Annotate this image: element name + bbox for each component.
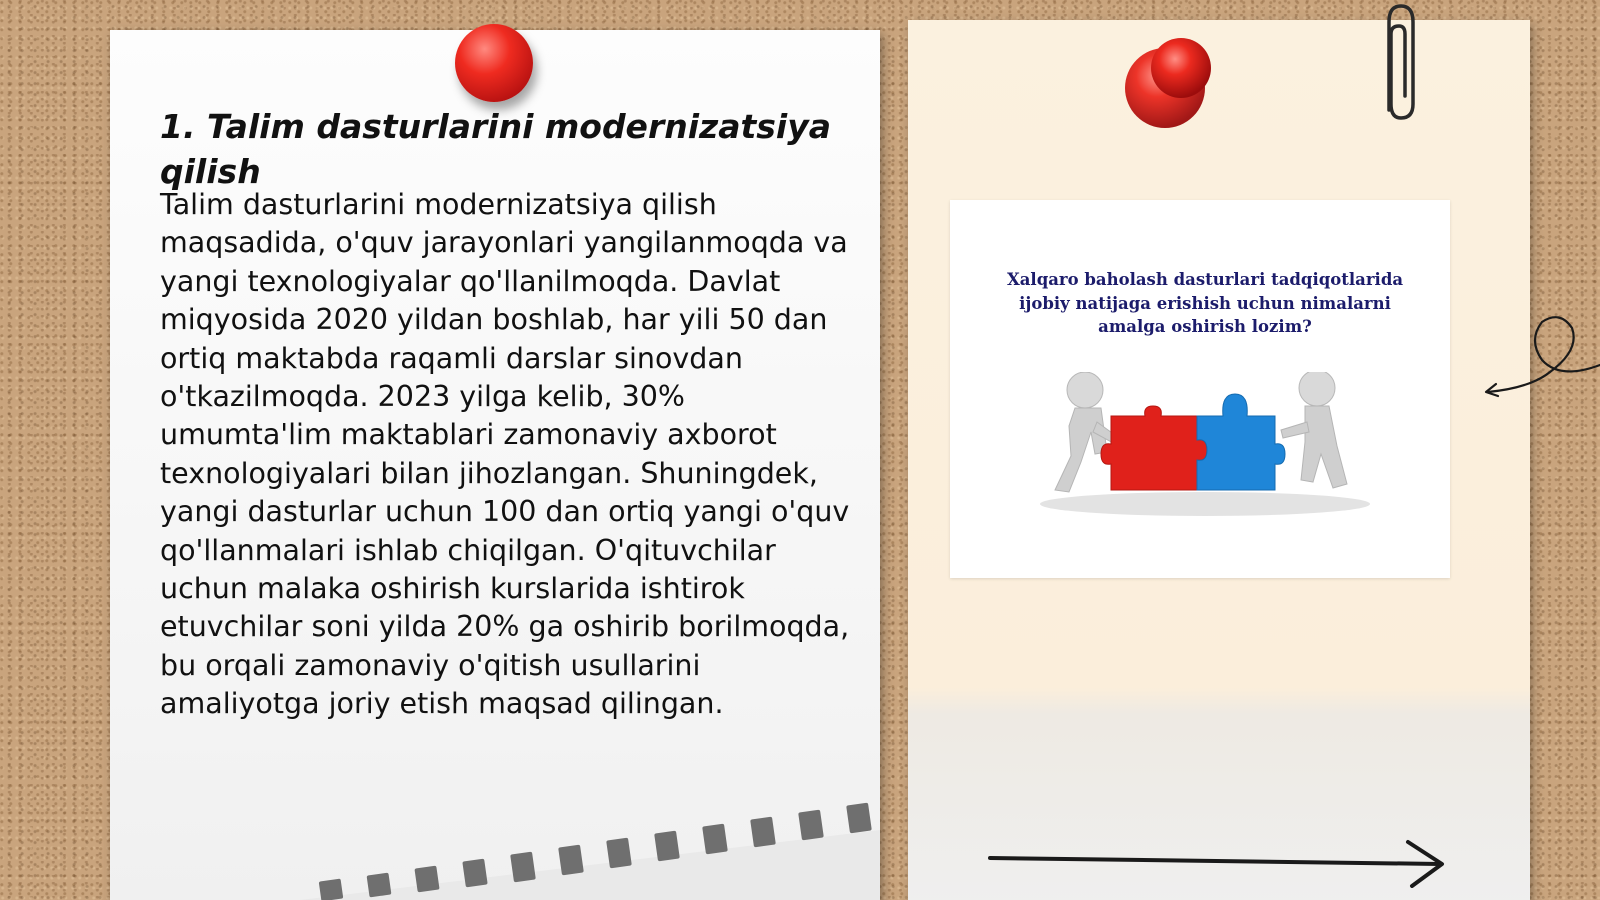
- arrow-right-icon: [988, 838, 1448, 888]
- paperclip-icon: [1375, 0, 1423, 124]
- binder-tabs-decoration: [300, 800, 880, 900]
- puzzle-figures-illustration: [1035, 372, 1375, 522]
- doodle-loop-icon: [1480, 310, 1600, 410]
- slide-title: 1. Talim dasturlarini modernizatsiya qilish: [160, 107, 832, 191]
- slide-body-text: Talim dasturlarini modernizatsiya qilish maqsadida, o'quv jarayonlari yangilanmoqda va yangi texnologiyalar qo'llanilmoqda. Davlat miqyosida 2020 yildan boshlab, har yili 50 dan ortiq maktabda raqamli darslar sinovdan o'tkazilmoqda. 2023 yilga kelib, 30% umumta'lim maktablari zamonaviy axborot texnologiyalari bilan jihozlangan. Shuningdek, yangi dasturlar uchun 100 dan ortiq yangi o'quv qo'llanmalari ishlab chiqilgan. O'qituvchilar uchun malaka oshirish kurslarida ishtirok etuvchilar soni yilda 20% ga oshirib borilmoqda, bu orqali zamonaviy o'qitish usullarini amaliyotga joriy etish maqsad qilingan.: [160, 188, 850, 721]
- push-pin-icon: [455, 24, 533, 102]
- push-pin-icon: [1125, 36, 1221, 132]
- image-caption: Xalqaro baholash dasturlari tadqiqotlarida ijobiy natijaga erishish uchun nimalarni amalga oshirish lozim?: [1006, 270, 1404, 336]
